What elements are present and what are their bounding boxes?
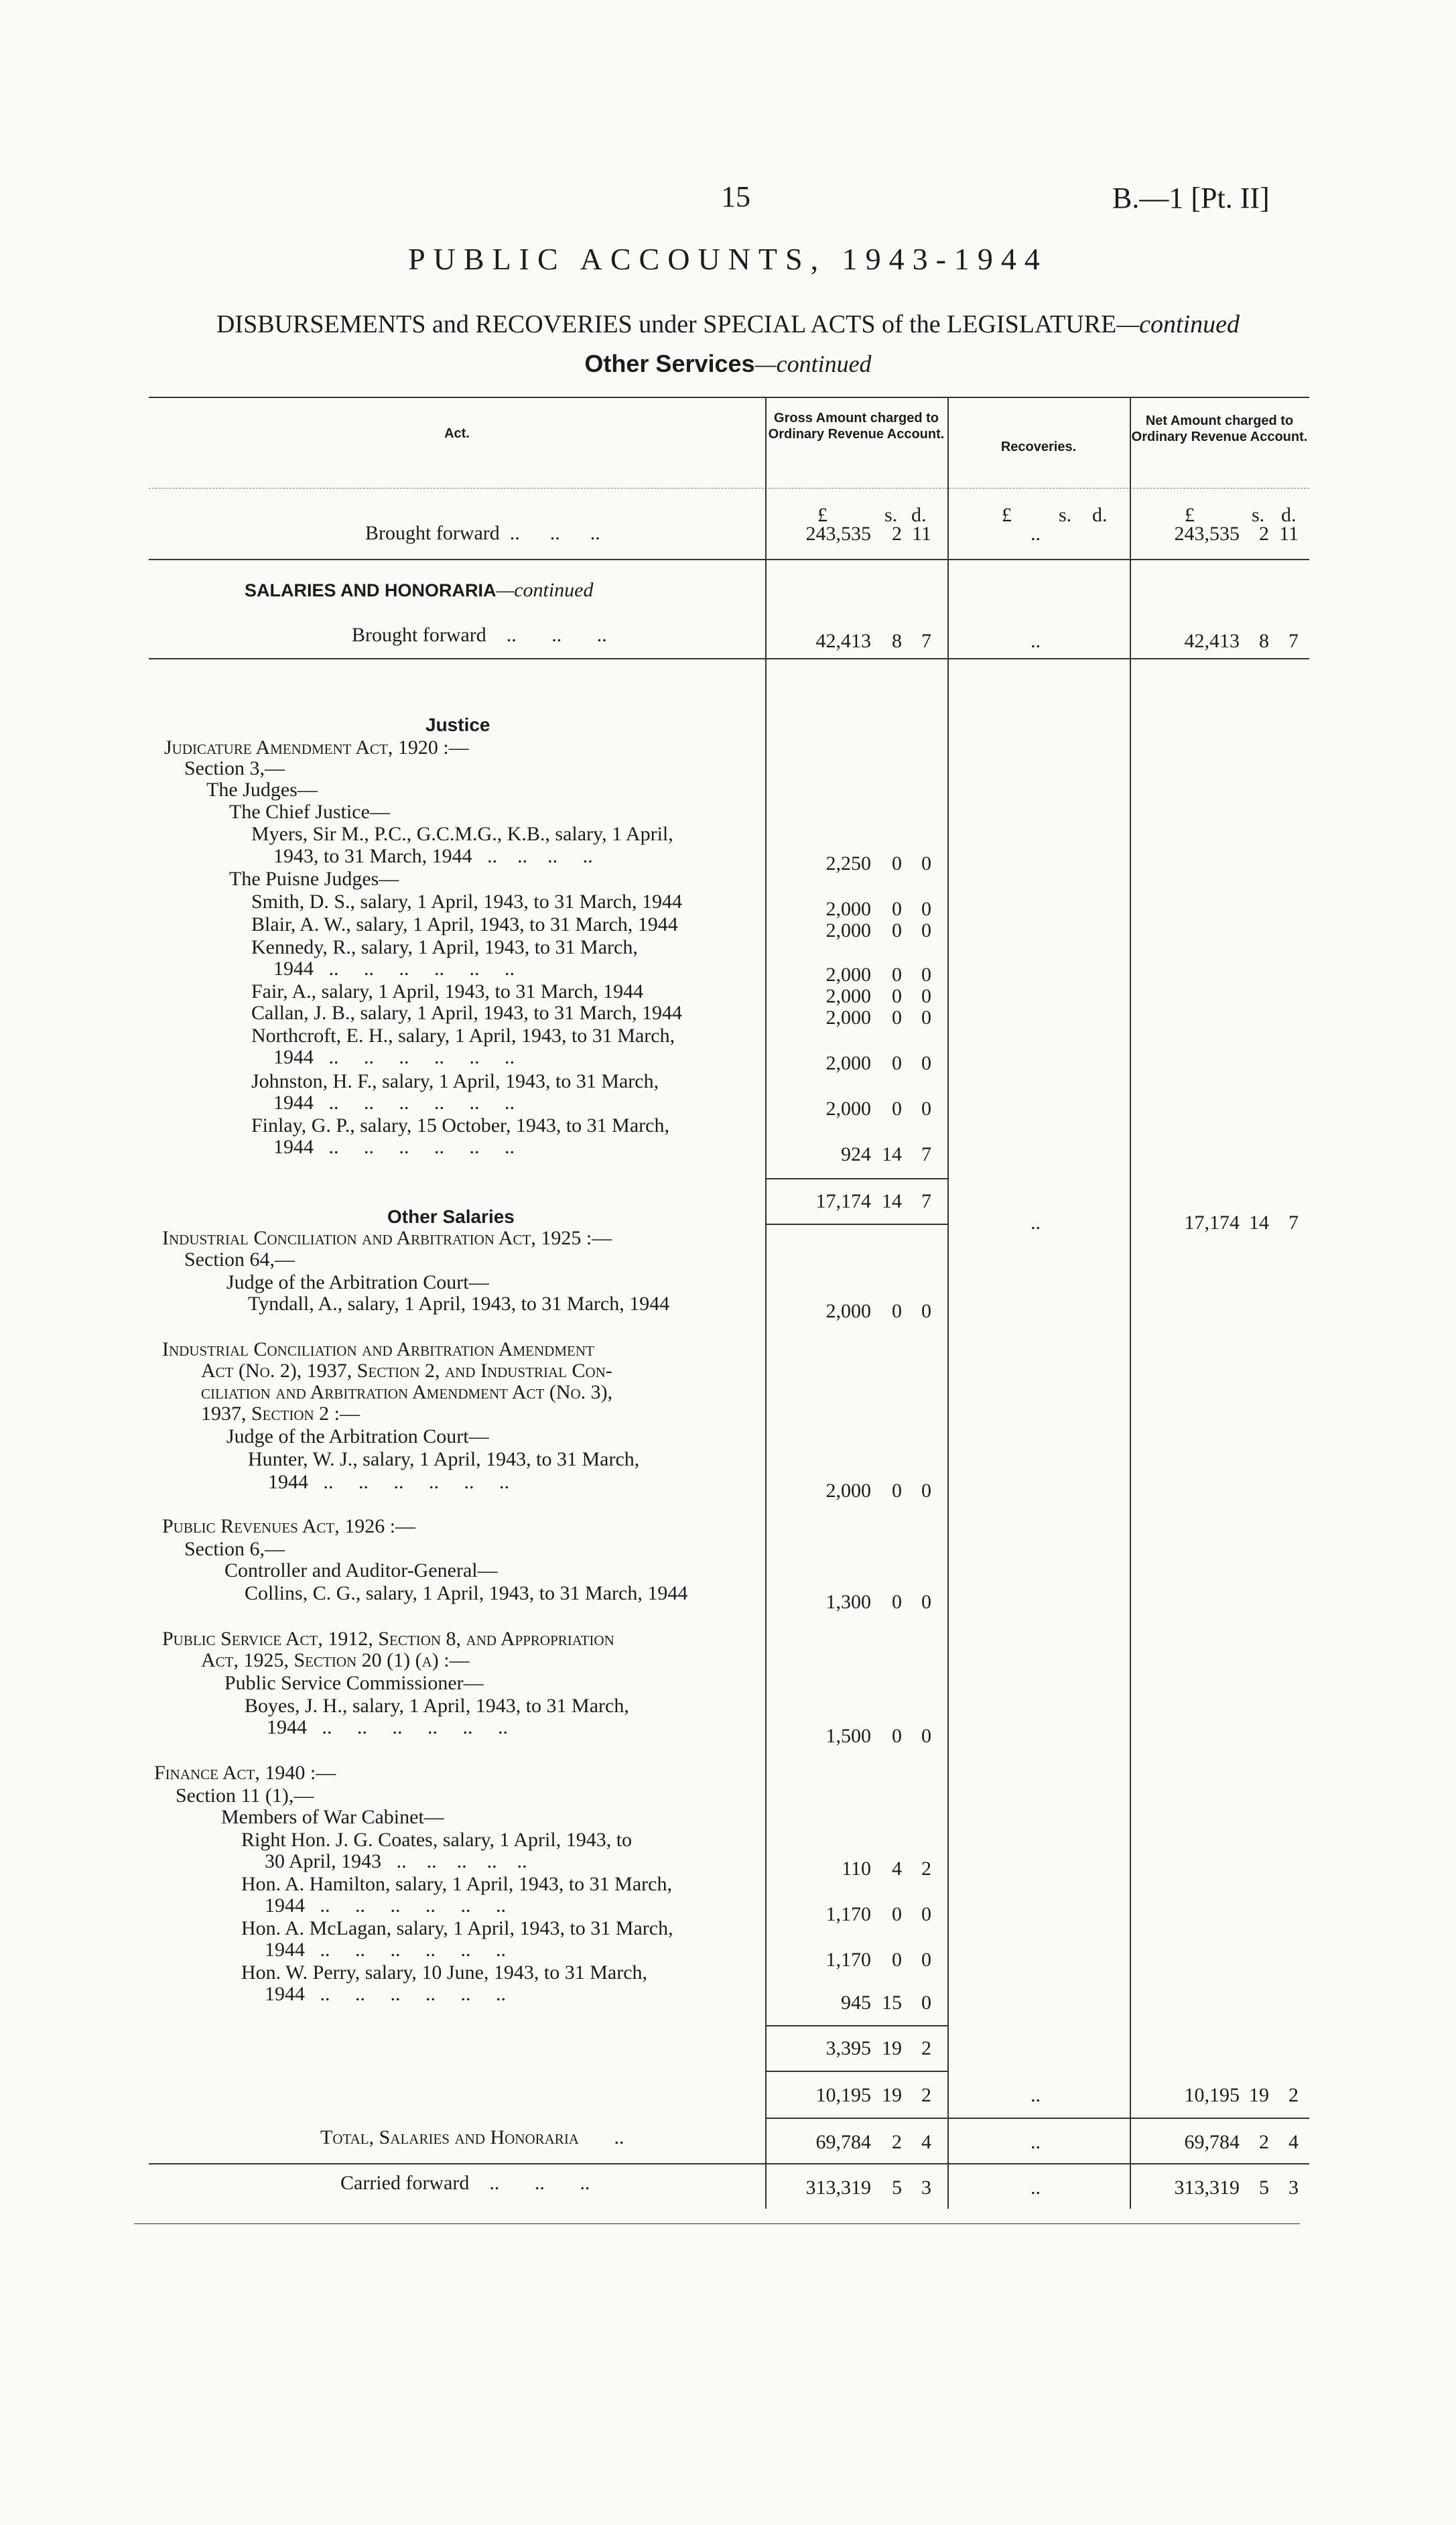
perry-line-1: Hon. W. Perry, salary, 10 June, 1943, to 31 March,	[241, 1961, 648, 1984]
carried-forward-net-shillings: 5	[1259, 2177, 1269, 2199]
bf1-net-pence: 11	[1279, 523, 1299, 545]
carried-forward-gross-shillings: 5	[892, 2177, 902, 2199]
puisne-judges: The Puisne Judges—	[229, 868, 399, 890]
psa-line-1: Public Service Act, 1912, Section 8, and Appropriation	[162, 1628, 614, 1650]
net-pounds-symbol: £	[1185, 504, 1195, 526]
carried-forward-label: Carried forward .. .. ..	[340, 2172, 590, 2194]
coates-line-1: Right Hon. J. G. Coates, salary, 1 April, 1943, to	[241, 1829, 633, 1851]
page-subtitle	[0, 310, 1456, 339]
mclagan-amount-pence: 0	[921, 1949, 931, 1971]
justice-subtotal-pence: 7	[921, 1190, 931, 1212]
hamilton-amount-pence: 0	[921, 1903, 931, 1925]
salaries-heading-text: SALARIES AND HONORARIA	[245, 580, 497, 600]
callan-amount-pence: 0	[921, 1007, 931, 1029]
johnston-line-1: Johnston, H. F., salary, 1 April, 1943, to 31 March,	[251, 1070, 659, 1092]
northcroft-amount-pounds: 2,000	[825, 1052, 871, 1074]
justice-net-shillings: 14	[1249, 1212, 1269, 1234]
perry-line-2: 1944 .. .. .. .. .. ..	[265, 1983, 506, 2005]
header-bottom-rule	[149, 488, 1309, 489]
mclagan-amount-shillings: 0	[892, 1949, 902, 1971]
boyes-amount-shillings: 0	[892, 1725, 902, 1747]
war-cabinet-total-shillings: 19	[882, 2037, 902, 2059]
myers-amount-shillings: 0	[892, 852, 902, 875]
coates-amount-pence: 2	[921, 1858, 931, 1880]
carried-forward-net-pounds: 313,319	[1174, 2177, 1240, 2199]
bf1-net-pounds: 243,535	[1174, 523, 1240, 545]
gross-pounds-symbol: £	[817, 504, 828, 526]
bf2-net-pence: 7	[1288, 630, 1299, 652]
total-gross-shillings: 2	[892, 2131, 902, 2153]
collins-line: Collins, C. G., salary, 1 April, 1943, to 31 March, 1944	[245, 1582, 688, 1604]
table-top-rule	[149, 397, 1309, 398]
blair-amount-shillings: 0	[892, 919, 902, 942]
justice-subtotal-rule	[765, 1178, 947, 1179]
perry-amount-pounds: 945	[841, 1992, 871, 2014]
table-bottom-rule	[134, 2223, 1300, 2224]
kennedy-line-1: Kennedy, R., salary, 1 April, 1943, to 31 March,	[251, 936, 638, 958]
boyes-line-1: Boyes, J. H., salary, 1 April, 1943, to 31 March,	[245, 1695, 629, 1717]
hunter-amount-shillings: 0	[892, 1480, 902, 1502]
rule-after-brought-forward	[149, 559, 1309, 560]
column-divider-1	[765, 397, 767, 2209]
justice-net-pounds: 17,174	[1184, 1212, 1240, 1234]
page-number: 15	[721, 180, 750, 213]
coates-amount-pounds: 110	[842, 1858, 871, 1880]
blair-amount-pence: 0	[921, 919, 931, 942]
coates-line-2: 30 April, 1943 .. .. .. .. ..	[265, 1850, 527, 1872]
bf2-recoveries: ..	[1031, 630, 1041, 652]
judicature-section: Section 3,—	[184, 757, 285, 779]
blair-amount-pounds: 2,000	[825, 919, 871, 942]
bf2-gross-shillings: 8	[892, 630, 902, 652]
mclagan-line-2: 1944 .. .. .. .. .. ..	[265, 1939, 506, 1961]
bf2-gross-pounds: 42,413	[815, 630, 871, 652]
icaa-line-1: Industrial Conciliation and Arbitration Amendment	[162, 1338, 594, 1360]
salaries-heading	[245, 580, 594, 601]
callan-line: Callan, J. B., salary, 1 April, 1943, to 31 March, 1944	[251, 1002, 682, 1024]
justice-recoveries: ..	[1031, 1212, 1041, 1234]
collins-amount-pence: 0	[921, 1591, 931, 1613]
icaa-judge: Judge of the Arbitration Court—	[226, 1425, 489, 1447]
northcroft-amount-pence: 0	[921, 1052, 931, 1074]
psa-line-2: Act, 1925, Section 20 (1) (a) :—	[201, 1649, 470, 1671]
tyndall-amount-pence: 0	[921, 1300, 931, 1322]
justice-subtotal-underline	[765, 1224, 947, 1225]
other-salaries-net-shillings: 19	[1249, 2084, 1269, 2106]
mclagan-line-1: Hon. A. McLagan, salary, 1 April, 1943, to 31 March,	[241, 1917, 673, 1939]
hamilton-amount-pounds: 1,170	[825, 1903, 871, 1925]
finlay-amount-pence: 7	[921, 1143, 931, 1165]
column-divider-2	[947, 397, 949, 2209]
subtitle-continued: —continued	[1116, 310, 1240, 338]
rec-pence-symbol: d.	[1092, 504, 1108, 526]
hunter-line-1: Hunter, W. J., salary, 1 April, 1943, to 31 March,	[248, 1448, 640, 1470]
net-pence-symbol: d.	[1281, 504, 1297, 526]
collins-amount-pounds: 1,300	[825, 1591, 871, 1613]
total-net-pence: 4	[1288, 2131, 1299, 2153]
total-gross-pence: 4	[921, 2131, 931, 2153]
section-title	[0, 350, 1456, 378]
justice-net-pence: 7	[1288, 1212, 1299, 1234]
total-net-shillings: 2	[1259, 2131, 1269, 2153]
justice-heading: Justice	[425, 714, 490, 735]
myers-line-2: 1943, to 31 March, 1944 .. .. .. ..	[273, 845, 593, 867]
kennedy-amount-pounds: 2,000	[825, 964, 871, 986]
carried-forward-net-pence: 3	[1288, 2177, 1299, 2199]
myers-line-1: Myers, Sir M., P.C., G.C.M.G., K.B., salary, 1 April,	[251, 823, 673, 845]
chief-justice: The Chief Justice—	[229, 801, 390, 823]
document-reference: B.—1 [Pt. II]	[1112, 182, 1270, 214]
hamilton-line-1: Hon. A. Hamilton, salary, 1 April, 1943, to 31 March,	[241, 1873, 672, 1895]
bf2-net-pounds: 42,413	[1184, 630, 1240, 652]
rule-after-brought-forward-2	[149, 658, 1309, 659]
justice-subtotal-shillings: 14	[882, 1190, 902, 1212]
section-title-continued: —continued	[754, 350, 872, 377]
johnston-amount-shillings: 0	[892, 1098, 902, 1120]
fair-amount-pence: 0	[921, 985, 931, 1007]
blair-line: Blair, A. W., salary, 1 April, 1943, to 31 March, 1944	[251, 913, 678, 935]
johnston-amount-pence: 0	[921, 1098, 931, 1120]
total-rule	[765, 2118, 1309, 2119]
hunter-line-2: 1944 .. .. .. .. .. ..	[268, 1471, 509, 1493]
total-gross-pounds: 69,784	[815, 2131, 871, 2153]
judicature-act: Judicature Amendment Act, 1920 :—	[164, 736, 469, 759]
mclagan-amount-pounds: 1,170	[825, 1949, 871, 1971]
bf1-recoveries: ..	[1031, 523, 1041, 545]
icaa-line-4: 1937, Section 2 :—	[201, 1403, 360, 1425]
perry-amount-shillings: 15	[882, 1992, 902, 2014]
icaa-line-2: Act (No. 2), 1937, Section 2, and Industrial Con-	[201, 1360, 612, 1382]
tyndall-amount-shillings: 0	[892, 1300, 902, 1322]
other-salaries-subtotal-shillings: 19	[882, 2084, 902, 2106]
total-recoveries: ..	[1031, 2131, 1041, 2153]
brought-forward-2-label: Brought forward .. .. ..	[352, 624, 607, 646]
callan-amount-shillings: 0	[892, 1007, 902, 1029]
perry-amount-pence: 0	[921, 1992, 931, 2014]
act-header-text: Act.	[444, 426, 470, 441]
bf2-gross-pence: 7	[921, 630, 931, 652]
finlay-amount-shillings: 14	[882, 1143, 902, 1165]
kennedy-line-2: 1944 .. .. .. .. .. ..	[273, 958, 515, 980]
war-cabinet-rule	[765, 2025, 947, 2026]
hamilton-line-2: 1944 .. .. .. .. .. ..	[265, 1894, 506, 1917]
coates-amount-shillings: 4	[892, 1858, 902, 1880]
smith-amount-pence: 0	[921, 898, 931, 920]
justice-subtotal-pounds: 17,174	[815, 1190, 871, 1212]
myers-amount-pounds: 2,250	[825, 852, 871, 875]
war-cabinet-total-pounds: 3,395	[825, 2037, 871, 2059]
northcroft-amount-shillings: 0	[892, 1052, 902, 1074]
kennedy-amount-pence: 0	[921, 964, 931, 986]
northcroft-line-1: Northcroft, E. H., salary, 1 April, 1943, to 31 March,	[251, 1025, 675, 1047]
ica-section: Section 64,—	[184, 1248, 295, 1271]
finlay-line-1: Finlay, G. P., salary, 15 October, 1943, to 31 March,	[251, 1114, 669, 1137]
other-salaries-net-pence: 2	[1288, 2084, 1299, 2106]
bf1-gross-pounds: 243,535	[805, 523, 871, 545]
fa-act: Finance Act, 1940 :—	[154, 1762, 336, 1784]
total-net-pounds: 69,784	[1184, 2131, 1240, 2153]
rec-pounds-symbol: £	[1002, 504, 1012, 526]
subtitle-main: DISBURSEMENTS and RECOVERIES under SPECIAL ACTS of the LEGISLATURE	[216, 310, 1117, 338]
salaries-heading-continued: —continued	[496, 579, 594, 601]
smith-amount-shillings: 0	[892, 898, 902, 920]
pra-role: Controller and Auditor-General—	[224, 1559, 498, 1581]
fa-role: Members of War Cabinet—	[221, 1806, 444, 1828]
johnston-amount-pounds: 2,000	[825, 1098, 871, 1120]
boyes-line-2: 1944 .. .. .. .. .. ..	[267, 1716, 508, 1738]
hamilton-amount-shillings: 0	[892, 1903, 902, 1925]
carried-forward-rule	[149, 2163, 1309, 2164]
bf2-net-shillings: 8	[1259, 630, 1269, 652]
kennedy-amount-shillings: 0	[892, 964, 902, 986]
other-salaries-rule	[765, 2071, 947, 2072]
collins-amount-shillings: 0	[892, 1591, 902, 1613]
column-divider-3	[1130, 397, 1131, 2209]
carried-forward-gross-pounds: 313,319	[805, 2177, 871, 2199]
tyndall-amount-pounds: 2,000	[825, 1300, 871, 1322]
the-judges: The Judges—	[206, 779, 318, 801]
fa-section: Section 11 (1),—	[176, 1785, 314, 1807]
finlay-line-2: 1944 .. .. .. .. .. ..	[273, 1136, 515, 1158]
total-label: Total, Salaries and Honoraria ..	[320, 2126, 624, 2148]
rec-shillings-symbol: s.	[1059, 504, 1072, 526]
psa-role: Public Service Commissioner—	[224, 1672, 484, 1694]
page-title: PUBLIC ACCOUNTS, 1943-1944	[408, 242, 1048, 276]
column-header-gross: Gross Amount charged to Ordinary Revenue Account.	[768, 411, 945, 442]
section-title-text: Other Services	[584, 350, 755, 377]
boyes-amount-pounds: 1,500	[825, 1725, 871, 1747]
column-header-recoveries: Recoveries.	[1000, 440, 1077, 454]
johnston-line-2: 1944 .. .. .. .. .. ..	[273, 1092, 515, 1114]
column-header-net: Net Amount charged to Ordinary Revenue Account.	[1131, 413, 1308, 444]
carried-forward-recoveries: ..	[1031, 2177, 1041, 2199]
boyes-amount-pence: 0	[921, 1725, 931, 1747]
pra-section: Section 6,—	[184, 1538, 285, 1560]
bf1-gross-pence: 11	[912, 523, 931, 545]
other-salaries-subtotal-pence: 2	[921, 2084, 931, 2106]
ica-act: Industrial Conciliation and Arbitration Act, 1925 :—	[162, 1227, 612, 1249]
other-salaries-net-pounds: 10,195	[1184, 2084, 1240, 2106]
brought-forward-label: Brought forward .. .. ..	[365, 522, 600, 544]
fair-amount-shillings: 0	[892, 985, 902, 1007]
finlay-amount-pounds: 924	[841, 1143, 871, 1165]
myers-amount-pence: 0	[921, 852, 931, 875]
icaa-line-3: ciliation and Arbitration Amendment Act (No. 3),	[201, 1381, 613, 1403]
ica-judge: Judge of the Arbitration Court—	[226, 1271, 489, 1293]
column-header-act	[149, 426, 765, 442]
hunter-amount-pence: 0	[921, 1480, 931, 1502]
callan-amount-pounds: 2,000	[825, 1007, 871, 1029]
fair-amount-pounds: 2,000	[825, 985, 871, 1007]
gross-pence-symbol: d.	[911, 504, 927, 526]
bf1-net-shillings: 2	[1259, 523, 1269, 545]
tyndall-line: Tyndall, A., salary, 1 April, 1943, to 31 March, 1944	[248, 1293, 670, 1315]
other-salaries-heading: Other Salaries	[387, 1206, 515, 1227]
carried-forward-gross-pence: 3	[921, 2177, 931, 2199]
hunter-amount-pounds: 2,000	[825, 1480, 871, 1502]
gross-shillings-symbol: s.	[884, 504, 898, 526]
pra-act: Public Revenues Act, 1926 :—	[162, 1515, 416, 1537]
bf1-gross-shillings: 2	[892, 523, 902, 545]
net-shillings-symbol: s.	[1252, 504, 1265, 526]
other-salaries-recoveries: ..	[1031, 2084, 1041, 2106]
war-cabinet-total-pence: 2	[921, 2037, 931, 2059]
other-salaries-subtotal-pounds: 10,195	[815, 2084, 871, 2106]
northcroft-line-2: 1944 .. .. .. .. .. ..	[273, 1046, 515, 1068]
smith-line: Smith, D. S., salary, 1 April, 1943, to 31 March, 1944	[251, 891, 683, 913]
fair-line: Fair, A., salary, 1 April, 1943, to 31 March, 1944	[251, 980, 644, 1002]
smith-amount-pounds: 2,000	[825, 898, 871, 920]
